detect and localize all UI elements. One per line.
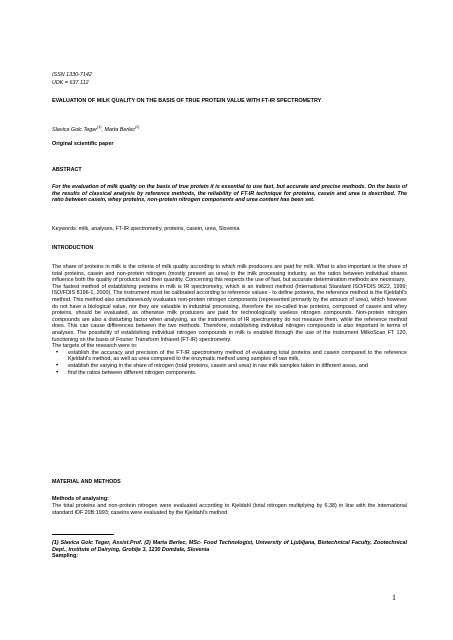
materials-heading: MATERIAL AND METHODS [52,479,121,485]
methods-body [52,503,407,516]
footnote-body [52,540,407,553]
methods-subheading: Methods of analysing: [52,496,109,502]
list-item: • find the ratios between different nitrogen components. [68,370,407,377]
list-item: • establish the varying in the share of nitrogen (total proteins, casein and urea) in raw milk samples taken in different areas, and [68,363,407,370]
sampling-heading: Sampling: [52,553,79,559]
intro-paragraph-1: The share of proteins in milk is the criteria of milk quality according to which milk producers are paid for milk. What is also important is the share of total proteins, casein and non-protein nitrogen (mostly present as urea) in the milk processing industry, as the ratios between individual shares influence both the quality of products and their quantity. Concerning this respects the use of fast, but accurate determination methods are necessary. [52,264,407,284]
list-item: • establish the accuracy and precision of the FT-IR spectrometry method of evaluating total proteins and casein compared to the reference Kjeldahl's method, as well as urea compared to the enzymatic method using samples of raw milk, [68,350,407,363]
targets-list [52,350,407,376]
keywords-line: Keywords: milk, analyses, FT-IR spectrometry, proteins, casein, urea, Slovenia [52,226,240,232]
paper-title: EVALUATION OF MILK QUALITY ON THE BASIS OF TRUE PROTEIN VALUE WITH FT-IR SPECTROMETRY [52,98,322,104]
methods-text: The total proteins and non-protein nitrogen were evaluated according to Kjeldahl (total nitrogen multiplying by 6.38) in line with the international standard IDF 20B:1993; caseins were evaluated by the Kjeldahl's method [52,503,407,516]
author-1-ref: (1) [97,125,102,129]
footnote-rule [52,534,114,535]
abstract-body [52,184,407,204]
intro-paragraph-2: The fastest method of establishing proteins in milk is IR spectrometry, which is an indirect method (International Standard ISO/FDIS 9622, 1999; ISO/FDIS 8196-1, 2000). The instrument must be calibrated according to reference values - to define proteins, the reference method is the Kjeldahl's method. This method also simultaneously evaluates non-protein nitrogen components (represented primarily by the amount of urea), which however do not have a biological value, nor they are valuable in industrial processing, therefore the so-called true proteins, composed of casein and whey proteins, should be evaluated, as otherwise milk producers are paid for technologically useless nitrogen compounds. Non-protein nitrogen compounds are also a disturbing factor when analysing, as the instruments of IR spectrometry do not measure them, while the reference method does. This can cause differences between the two methods. Therefore, establishing individual nitrogen compounds is also important in terms of analyses. The possibility of establishing individual nitrogen compounds in milk is enabled through the use of the instrument MilkoScan FT 120, functioning on the basis of Fourier Transform Infrared (FT-IR) spectrometry. [52,283,407,343]
author-2-ref: (2) [135,125,140,129]
author-2: Marta Berlec [104,126,136,133]
abstract-heading: ABSTRACT [52,167,82,173]
introduction-body [52,264,407,376]
footnote-text: (1) Slavica Golc Teger, Assist.Prof. (2) Marta Berlec, MSc- Food Technologist, University of Ljubljana, Biotechnical Faculty, Zootechnical Dept., Institute of Dairying, Groblje 3, 1230 Domžale, Slovenia [52,540,407,553]
page-number: 1 [392,593,396,602]
udk-line: UDK = 637.112 [52,80,89,86]
authors-line [52,124,407,133]
abstract-text: For the evaluation of milk quality on the basis of true protein it is essential to use fast, but accurate and precise methods. On the basis of the results of classical analysis by reference methods, the reliability of FT-IR technique for proteins, casein and urea is described. The ratio between casein, whey proteins, non-protein nitrogen components and urea content has been set. [52,184,407,204]
paper-type: Original scientific paper [52,141,114,147]
authors-separator: , [101,126,105,133]
issn-line: ISSN 1330-7142 [52,72,92,78]
author-1: Slavica Golc Teger [52,126,98,133]
introduction-heading: INTRODUCTION [52,245,94,251]
targets-lead: The targets of the research were to: [52,343,138,350]
